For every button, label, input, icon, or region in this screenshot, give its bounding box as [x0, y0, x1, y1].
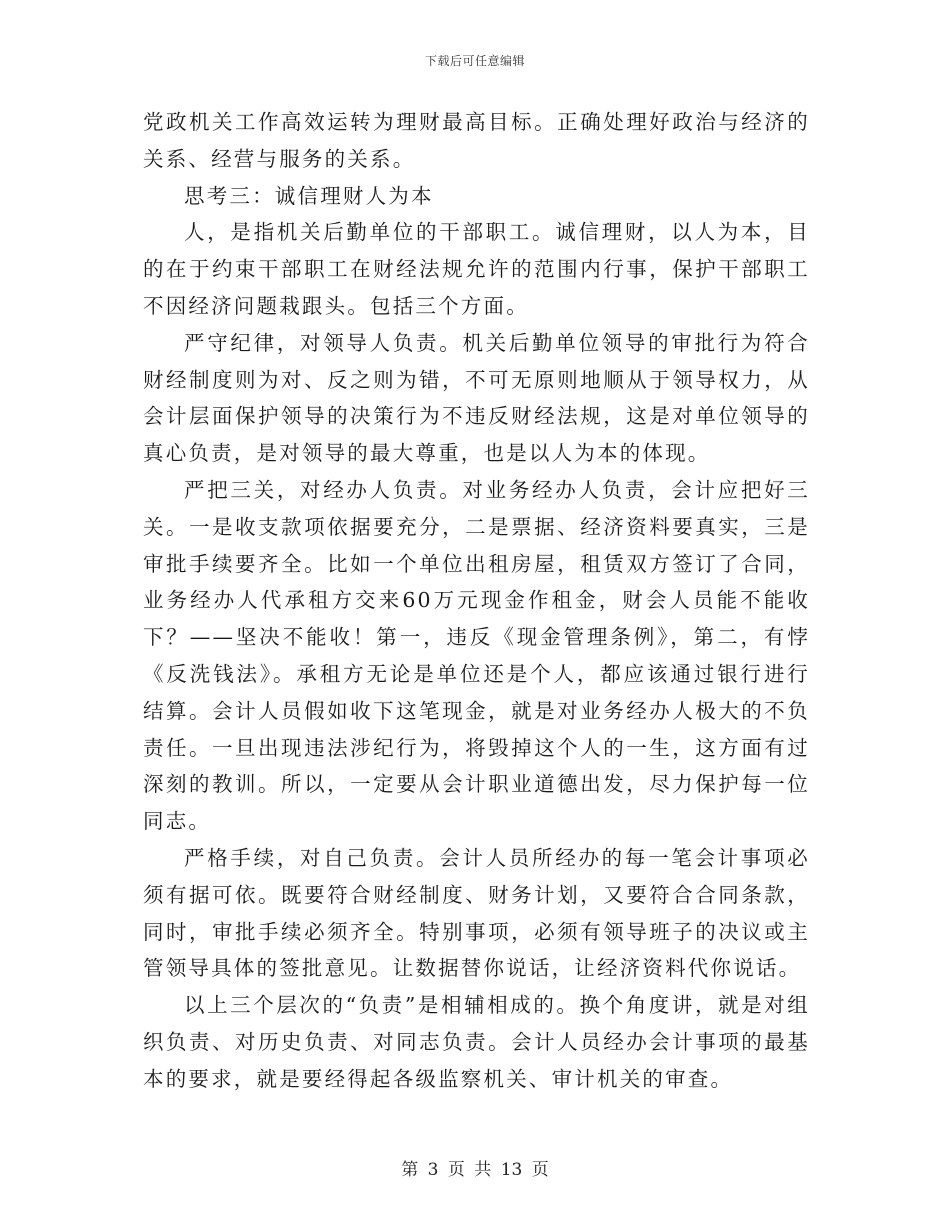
section-heading: 思考三：诚信理财人为本 — [184, 183, 434, 208]
paragraph-continuation: 党政机关工作高效运转为理财最高目标。正确处理好政治与经济的关系、经营与服务的关系。 — [143, 110, 810, 171]
paragraph: 以上三个层次的“负责”是相辅相成的。换个角度讲，就是对组织负责、对历史负责、对同志负责。会计人员经办会计事项的最基本的要求，就是要经得起各级监察机关、审计机关的审查。 — [143, 993, 810, 1091]
paragraph: 严把三关，对经办人负责。对业务经办人负责，会计应把好三关。一是收支款项依据要充分，二是票据、经济资料要真实，三是审批手续要齐全。比如一个单位出租房屋，租赁双方签订了合同，业务经办人代承租方交来60万元现金作租金，财会人员能不能收下？——坚决不能收！第一，违反《现金管理条例》，第二，有悖《反洗钱法》。承租方无论是单位还是个人，都应该通过银行进行结算。会计人员假如收下这笔现金，就是对业务经办人极大的不负责任。一旦出现违法涉纪行为，将毁掉这个人的一生，这方面有过深刻的教训。所以，一定要从会计职业道德出发，尽力保护每一位同志。 — [143, 477, 810, 834]
document-body — [143, 104, 810, 1098]
page-header: 下载后可任意编辑 — [424, 54, 525, 68]
paragraph: 人，是指机关后勤单位的干部职工。诚信理财，以人为本，目的在于约束干部职工在财经法规允许的范围内行事，保护干部职工不因经济问题栽跟头。包括三个方面。 — [143, 220, 810, 318]
page-number: 第 3 页 共 13 页 — [401, 1160, 549, 1180]
paragraph: 严格手续，对自己负责。会计人员所经办的每一笔会计事项必须有据可依。既要符合财经制度、财务计划，又要符合合同条款，同时，审批手续必须齐全。特别事项，必须有领导班子的决议或主管领导具体的签批意见。让数据替你说话，让经济资料代你说话。 — [143, 845, 810, 981]
paragraph: 严守纪律，对领导人负责。机关后勤单位领导的审批行为符合财经制度则为对、反之则为错，不可无原则地顺从于领导权力，从会计层面保护领导的决策行为不违反财经法规，这是对单位领导的真心负责，是对领导的最大尊重，也是以人为本的体现。 — [143, 330, 810, 466]
